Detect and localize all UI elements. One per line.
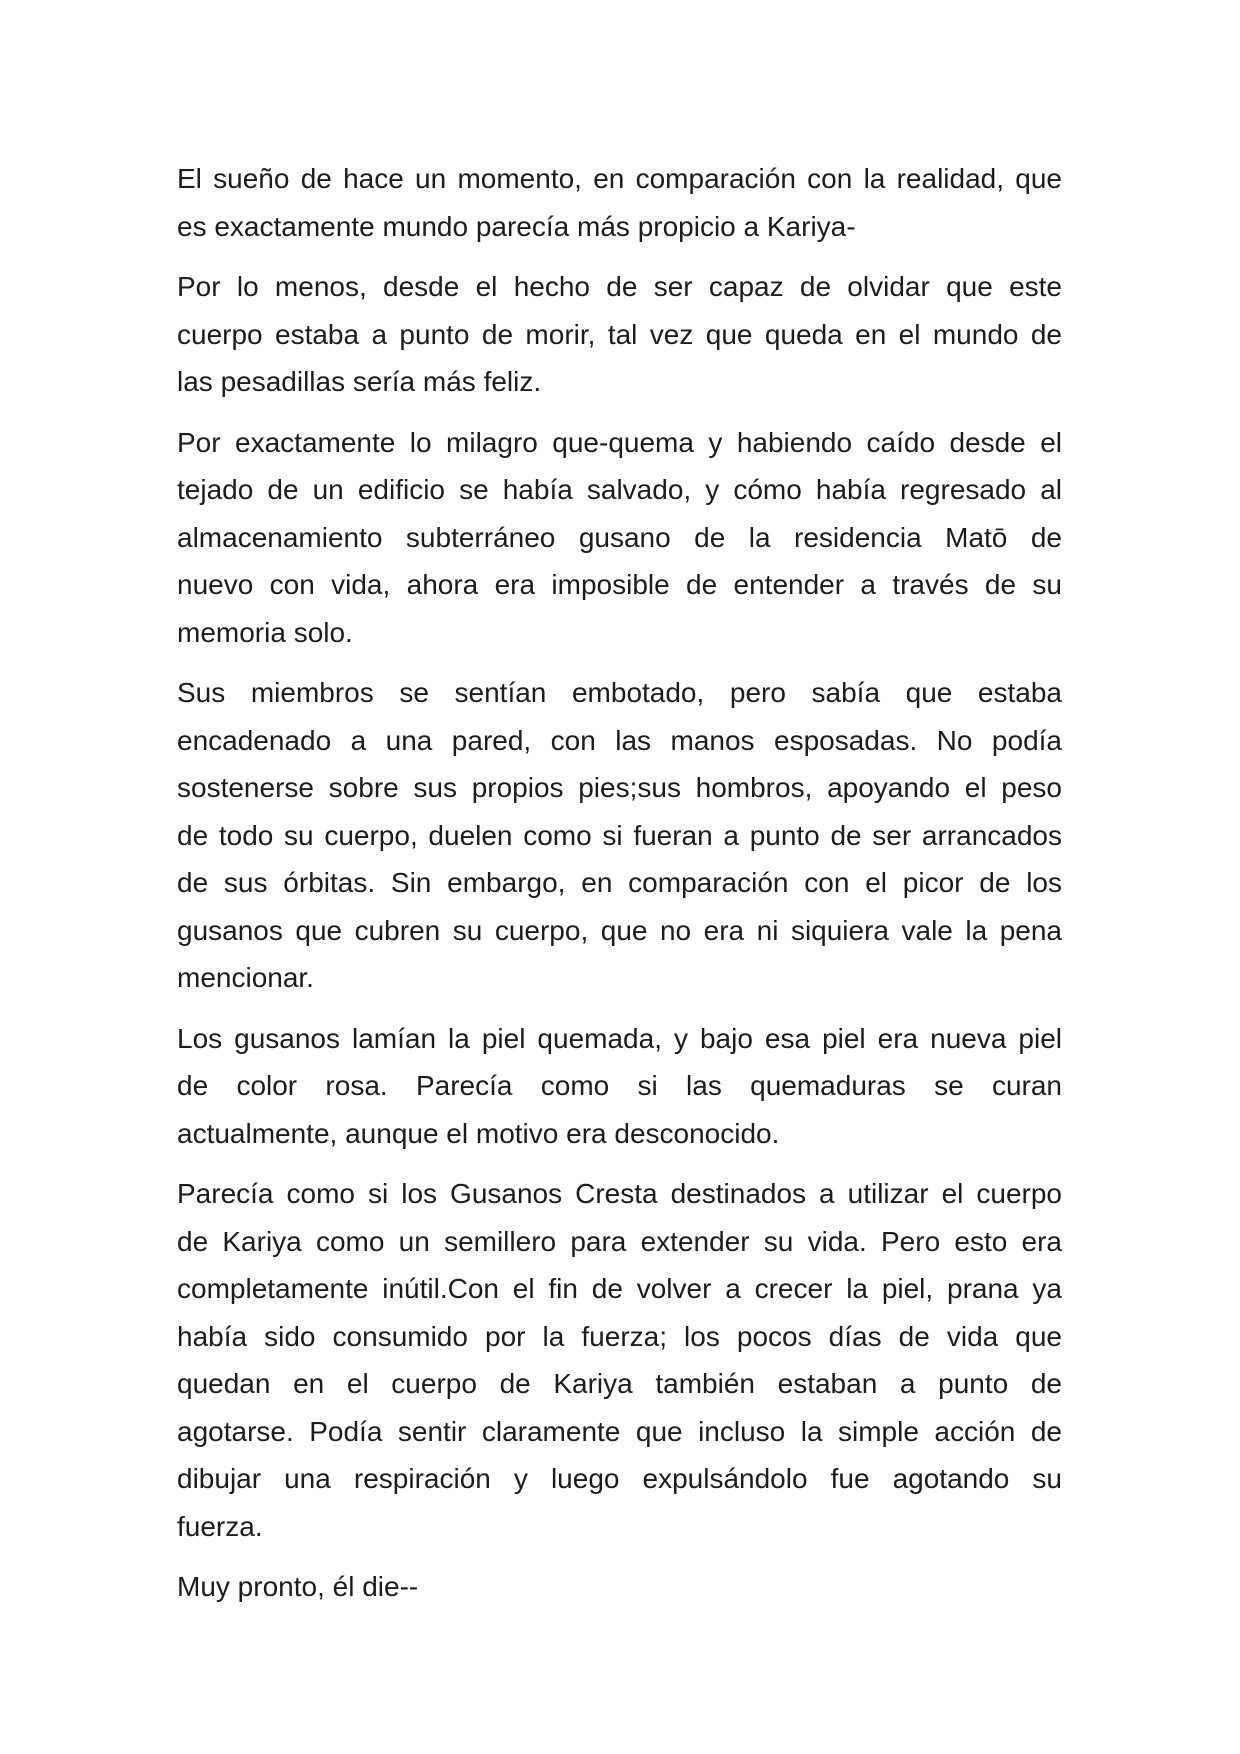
text-line: tejado de un edificio se había salvado, y cómo había regresado al bbox=[177, 474, 1062, 505]
text-line: actualmente, aunque el motivo era desconocido. bbox=[177, 1117, 780, 1149]
text-line: almacenamiento subterráneo gusano de la residencia Matō de bbox=[177, 521, 1062, 553]
text-line: cuerpo estaba a punto de morir, tal vez que queda en el mundo de bbox=[177, 318, 1062, 350]
paragraph-7 bbox=[177, 1563, 1062, 1611]
text-line: de sus órbitas. Sin embargo, en comparación con el picor de los bbox=[177, 867, 1062, 898]
text-line: sostenerse sobre sus propios pies;sus hombros, apoyando el peso bbox=[177, 772, 1062, 803]
text-line: mencionar. bbox=[177, 962, 314, 993]
body-text bbox=[177, 155, 1062, 1624]
text-line: Parecía como si los Gusanos Cresta destinados a utilizar el cuerpo bbox=[177, 1178, 1062, 1209]
text-line: quedan en el cuerpo de Kariya también estaban a punto de bbox=[177, 1368, 1062, 1399]
text-line: fuerza. bbox=[177, 1510, 263, 1542]
text-line: las pesadillas sería más feliz. bbox=[177, 366, 542, 397]
paragraph-2 bbox=[177, 263, 1062, 406]
text-line: dibujar una respiración y luego expulsándolo fue agotando su bbox=[177, 1463, 1062, 1494]
text-line: Sus miembros se sentían embotado, pero sabía que estaba bbox=[177, 677, 1062, 708]
text-line: de color rosa. Parecía como si las quemaduras se curan bbox=[177, 1070, 1062, 1101]
text-line: es exactamente mundo parecía más propicio a Kariya- bbox=[177, 210, 856, 242]
paragraph-6 bbox=[177, 1170, 1062, 1550]
text-line: Por exactamente lo milagro que-quema y habiendo caído desde el bbox=[177, 426, 1062, 458]
paragraph-4 bbox=[177, 669, 1062, 1002]
text-line: de todo su cuerpo, duelen como si fueran a punto de ser arrancados bbox=[177, 819, 1062, 851]
paragraph-3 bbox=[177, 419, 1062, 657]
paragraph-1 bbox=[177, 155, 1062, 250]
text-line: agotarse. Podía sentir claramente que incluso la simple acción de bbox=[177, 1415, 1062, 1447]
text-line: Por lo menos, desde el hecho de ser capaz de olvidar que este bbox=[177, 271, 1062, 302]
text-line: completamente inútil.Con el fin de volver a crecer la piel, prana ya bbox=[177, 1273, 1062, 1304]
paragraph-5 bbox=[177, 1015, 1062, 1158]
text-line: había sido consumido por la fuerza; los pocos días de vida que bbox=[177, 1320, 1062, 1352]
text-line: El sueño de hace un momento, en comparación con la realidad, que bbox=[177, 163, 1062, 194]
text-line: memoria solo. bbox=[177, 616, 353, 648]
text-line: nuevo con vida, ahora era imposible de entender a través de su bbox=[177, 569, 1062, 600]
text-line: Muy pronto, él die-- bbox=[177, 1571, 419, 1602]
text-line: encadenado a una pared, con las manos esposadas. No podía bbox=[177, 724, 1062, 756]
text-line: Los gusanos lamían la piel quemada, y bajo esa piel era nueva piel bbox=[177, 1022, 1062, 1054]
text-line: gusanos que cubren su cuerpo, que no era ni siquiera vale la pena bbox=[177, 914, 1062, 946]
text-line: de Kariya como un semillero para extender su vida. Pero esto era bbox=[177, 1225, 1062, 1257]
